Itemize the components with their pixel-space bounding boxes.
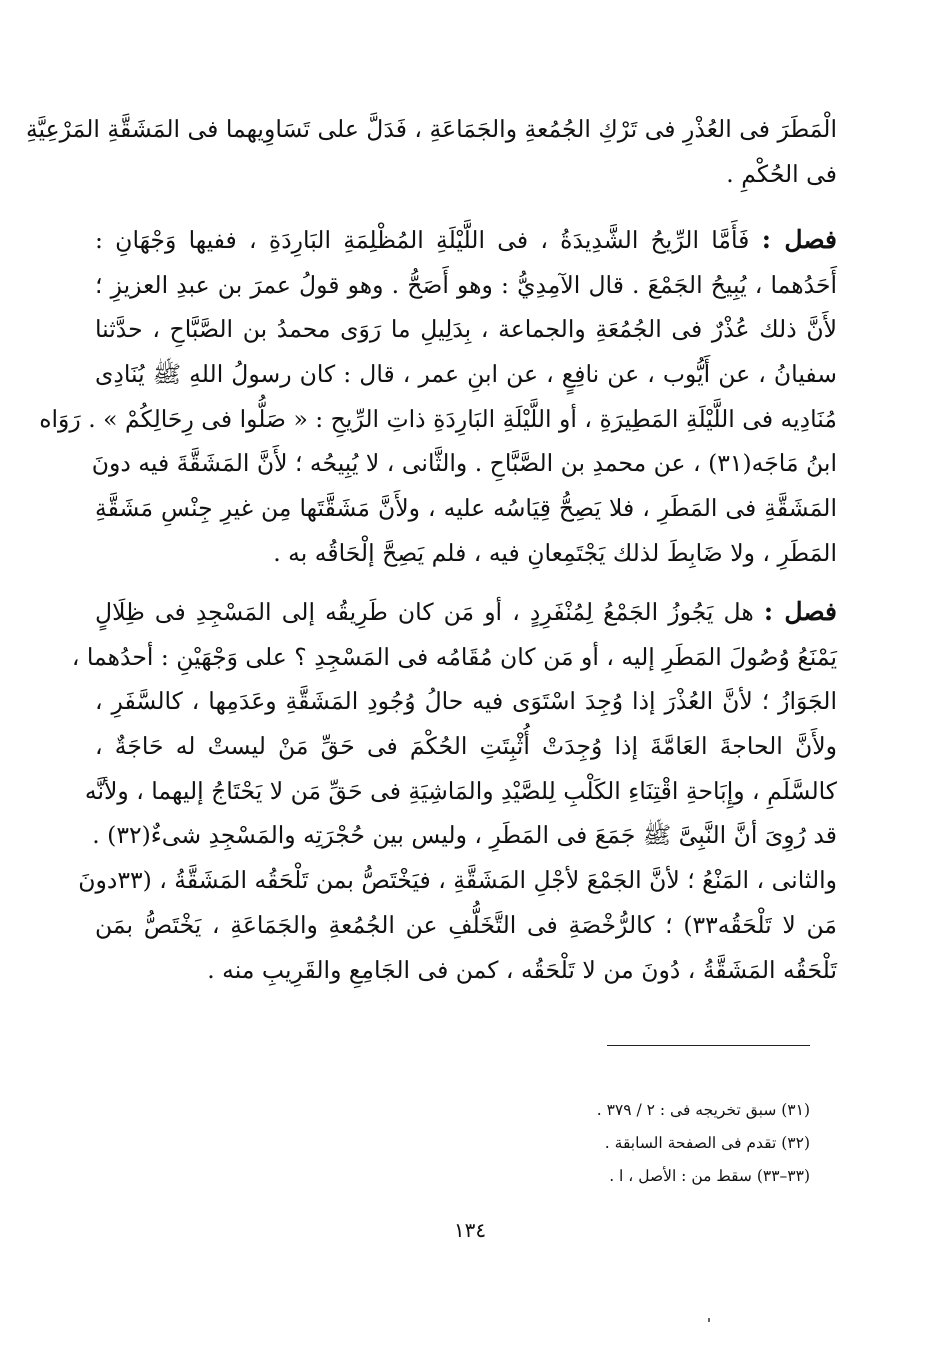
text-line: والثانى ، المَنْعُ ؛ لأنَّ الجَمْعَ لأجْلِ المَشَقَّةِ ، فيَخْتَصُّ بمن تَلْحَقُه المَشَقَّةُ ، (٣٣دونَ: [78, 866, 837, 895]
text-line-body: فَأَمَّا الرِّيحُ الشَّدِيدَةُ ، فى اللَّيْلَةِ المُظْلِمَةِ البَارِدَةِ ، ففيها وَجْهَانِ :: [95, 226, 750, 254]
text-line: مَن لا تَلْحَقُه٣٣) ؛ كالرُّخْصَةِ فى التَّخَلُّفِ عن الجُمُعةِ والجَمَاعَةِ ، يَخْتَصُّ بمَن: [95, 910, 837, 939]
text-line: يَمْنَعُ وُصُولَ المَطَرِ إليه ، أو مَن كان مُقَامُه فى المَسْجِدِ ؟ على وَجْهَيْنِ : أحدُهما ،: [71, 642, 837, 671]
text-line: [95, 590, 837, 635]
text-line: المَشَقَّةِ فى المَطَرِ ، فلا يَصِحُّ قِيَاسُه عليه ، ولأَنَّ مَشَقَّتَها مِن غيرِ جِنْسِ مَشَقَّةِ: [95, 494, 837, 523]
text-line: سفيانُ ، عن أَيُّوب ، عن نافِعٍ ، عن ابنِ عمر ، قال : كان رسولُ اللهِ ﷺ يُنَادِى: [95, 360, 837, 389]
text-line: قد رُوِىَ أنَّ النَّبِىَّ ﷺ جَمَعَ فى المَطَرِ ، وليس بين حُجْرَتِه والمَسْجِدِ شىءٌ(٣٢) .: [92, 821, 837, 850]
paragraph-continuation: [25, 107, 837, 196]
scan-speck: [708, 1318, 710, 1322]
text-line: مُنَادِيه فى اللَّيْلَةِ المَطِيرَةِ ، أو اللَّيْلَةِ البَارِدَةِ ذاتِ الرِّيحِ : « صَلُّوا فى رِحَالِكُمْ » . رَوَاه: [39, 404, 837, 433]
text-line: أَحَدُهما ، يُبِيحُ الجَمْعَ . قال الآمِدِيُّ : وهو أَصَحُّ . وهو قولُ عمرَ بن عبدِ العزيزِ ؛: [95, 270, 837, 299]
paragraph-solitary-section: [71, 590, 837, 992]
text-line: لأَنَّ ذلك عُذْرٌ فى الجُمُعَةِ والجماعة ، بِدَلِيلِ ما رَوَى محمدُ بن الصَّبَّاحِ ، حدَّثنا: [95, 315, 837, 344]
footnotes: [300, 1094, 810, 1193]
page-number: ١٣٤: [453, 1218, 487, 1242]
section-label: فصل :: [763, 597, 837, 626]
text-line: الجَوَازُ ؛ لأنَّ العُذْرَ إذا وُجِدَ اسْتَوَى فيه حالُ وُجُودِ المَشَقَّةِ وعَدَمِها ، كالسَّفَرِ ،: [95, 687, 837, 716]
text-line: الْمَطَرَ فى العُذْرِ فى تَرْكِ الجُمُعةِ والجَمَاعَةِ ، فَدَلَّ على تَسَاوِيهما فى المَشَقَّةِ المَرْعِيَّةِ: [25, 115, 837, 143]
footnote: (٣٣–٣٣) سقط من : الأصل ، ا .: [609, 1167, 810, 1185]
text-line: ابنُ مَاجَه(٣١) ، عن محمدِ بن الصَّبَّاحِ . والثَّانى ، لا يُبِيحُه ؛ لأَنَّ المَشَقَّةَ فيه دونَ: [91, 449, 837, 478]
text-line-body: هل يَجُوزُ الجَمْعُ لِمُنْفَرِدٍ ، أو مَن كان طَرِيقُه إلى المَسْجِدِ فى ظِلَالٍ: [95, 598, 754, 626]
section-label: فصل :: [761, 225, 837, 254]
text-line: فى الحُكْمِ .: [726, 159, 837, 188]
text-line: ولأَنَّ الحاجةَ العَامَّةَ إذا وُجِدَتْ أُثْبِتَتِ الحُكْمَ فى حَقِّ مَنْ ليستْ له حَاجَةٌ ،: [95, 732, 837, 761]
footnote: (٣٢) تقدم فى الصفحة السابقة .: [604, 1134, 810, 1152]
footnote: (٣١) سبق تخريجه فى : ٢ / ٣٧٩ .: [596, 1101, 810, 1119]
text-line: [95, 218, 837, 263]
paragraph-wind-section: [39, 218, 837, 576]
text-line: المَطَرِ ، ولا ضَابِطَ لذلك يَجْتَمِعانِ فيه ، فلم يَصِحَّ إلْحَاقُه به .: [273, 538, 837, 567]
footnote-divider: [607, 1045, 810, 1046]
text-line: تَلْحَقُه المَشَقَّةُ ، دُونَ من لا تَلْحَقُه ، كمن فى الجَامِعِ والقَرِيبِ منه .: [207, 955, 837, 984]
text-line: كالسَّلَمِ ، وإِبَاحةِ اقْتِنَاءِ الكَلْبِ لِلصَّيْدِ والمَاشِيَةِ فى حَقِّ مَن لا يَحْتَاجُ إليهما ، ولأنَّه: [84, 776, 837, 805]
